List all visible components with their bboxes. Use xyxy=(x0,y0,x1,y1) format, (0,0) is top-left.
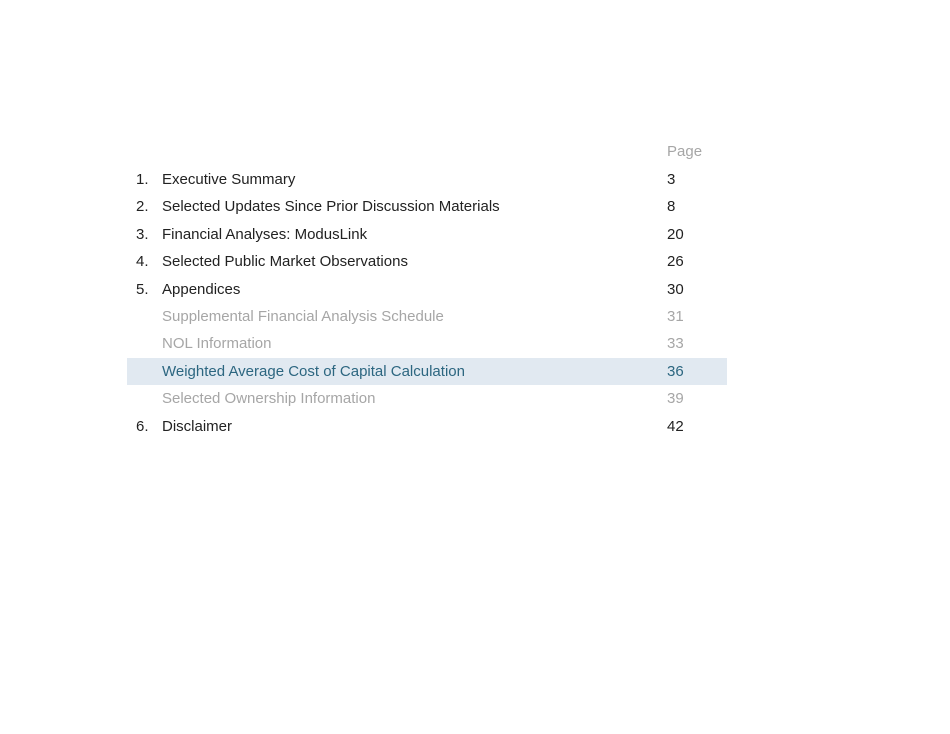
toc-row-executive-summary[interactable] xyxy=(127,166,727,193)
section-number: 4. xyxy=(136,253,149,271)
toc-header xyxy=(127,140,727,166)
page-number: 8 xyxy=(667,198,676,216)
section-number: 3. xyxy=(136,225,149,243)
toc-row-selected-updates[interactable] xyxy=(127,193,727,220)
toc-subrow-supplemental-schedule[interactable] xyxy=(127,303,727,330)
subsection-title: Supplemental Financial Analysis Schedule xyxy=(162,307,444,325)
table-of-contents xyxy=(127,140,727,440)
section-title: Selected Public Market Observations xyxy=(162,253,408,271)
section-title: Selected Updates Since Prior Discussion Materials xyxy=(162,198,500,216)
toc-row-appendices[interactable] xyxy=(127,276,727,303)
section-title: Executive Summary xyxy=(162,171,296,188)
section-number: 6. xyxy=(136,417,149,435)
section-number: 2. xyxy=(136,198,149,216)
section-title: Disclaimer xyxy=(162,417,233,435)
toc-subrow-wacc-calculation[interactable] xyxy=(127,358,727,385)
page-number: 30 xyxy=(667,280,684,298)
page-column-heading: Page xyxy=(667,143,703,160)
page-number: 33 xyxy=(667,335,684,353)
section-number: 1. xyxy=(136,171,149,188)
subsection-title: Selected Ownership Information xyxy=(162,390,376,408)
toc-subrow-ownership-information[interactable] xyxy=(127,385,727,412)
section-number: 5. xyxy=(136,280,149,298)
page-number: 26 xyxy=(667,253,684,271)
page-number: 36 xyxy=(667,362,684,380)
toc-subrow-nol-information[interactable] xyxy=(127,330,727,357)
page-number: 3 xyxy=(667,171,676,188)
subsection-title: NOL Information xyxy=(162,335,272,353)
page-number: 31 xyxy=(667,307,684,325)
section-title: Appendices xyxy=(162,280,241,298)
section-title: Financial Analyses: ModusLink xyxy=(162,225,368,243)
subsection-title: Weighted Average Cost of Capital Calculation xyxy=(162,362,465,380)
page-number: 20 xyxy=(667,225,684,243)
toc-row-disclaimer[interactable] xyxy=(127,413,727,440)
page-number: 42 xyxy=(667,417,684,435)
page-number: 39 xyxy=(667,390,684,408)
toc-row-financial-analyses[interactable] xyxy=(127,221,727,248)
toc-row-public-market-observations[interactable] xyxy=(127,248,727,275)
